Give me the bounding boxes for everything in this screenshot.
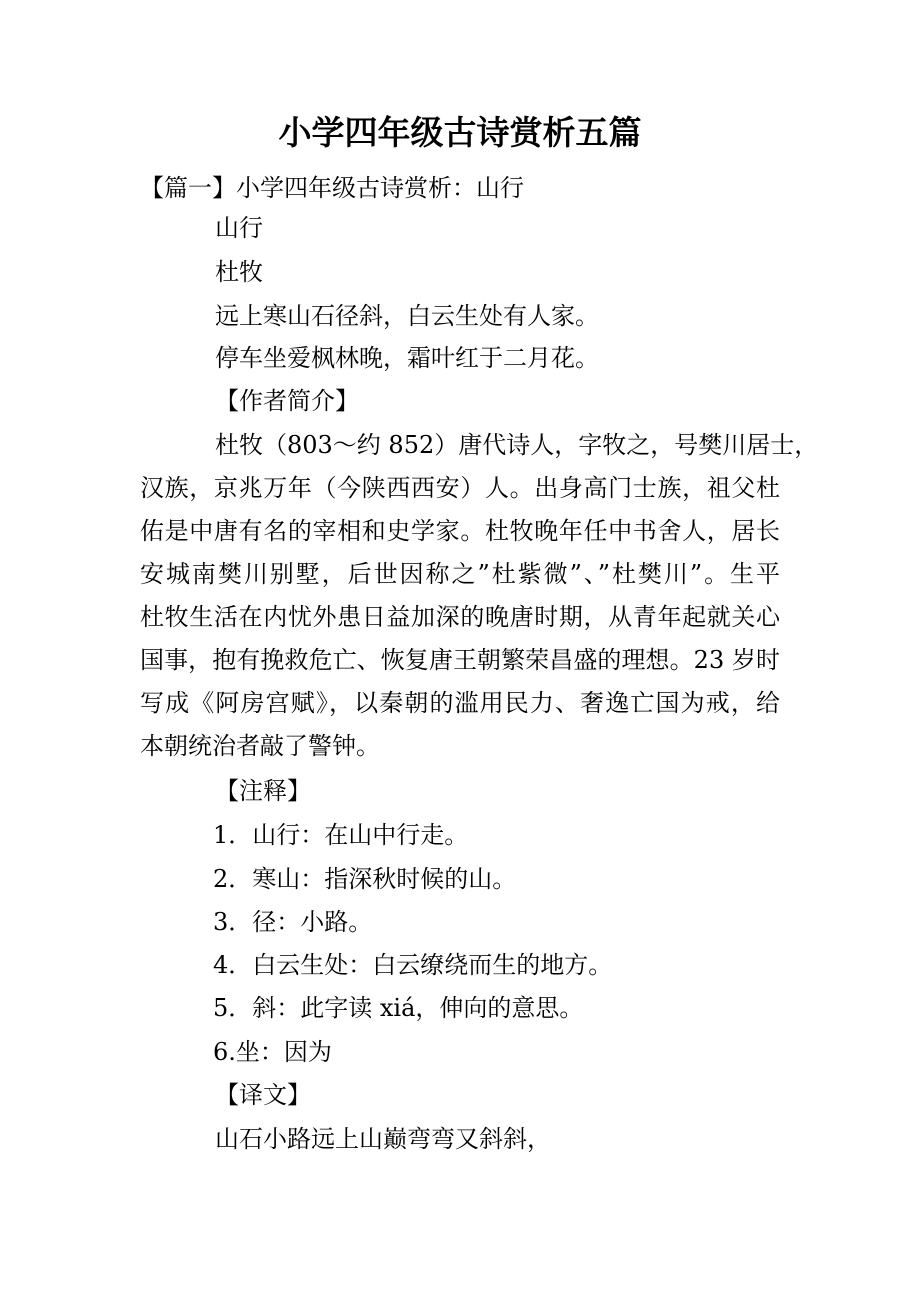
note-item: 4．白云生处：白云缭绕而生的地方。 — [213, 951, 613, 979]
note-item: 1．山行：在山中行走。 — [213, 821, 469, 849]
paragraph-line: 杜牧生活在内忧外患日益加深的晚唐时期，从青年起就关心 — [140, 603, 780, 631]
note-item: 2．寒山：指深秋时候的山。 — [213, 865, 517, 893]
paragraph-line: 安城南樊川别墅，后世因称之”杜紫微”、”杜樊川”。生平 — [140, 560, 780, 588]
paragraph-line: 国事，抱有挽救危亡、恢复唐王朝繁荣昌盛的理想。23 岁时 — [140, 646, 780, 674]
poem-title: 山行 — [215, 214, 263, 242]
paragraph-line: 佑是中唐有名的宰相和史学家。杜牧晚年任中书舍人，居长 — [140, 517, 780, 545]
paragraph-line: 本朝统治者敲了警钟。 — [140, 732, 380, 760]
section-heading: 【篇一】小学四年级古诗赏析：山行 — [140, 174, 524, 202]
paragraph-line: 汉族，京兆万年（今陕西西安）人。出身高门士族，祖父杜 — [140, 474, 780, 502]
translation-heading: 【译文】 — [215, 1081, 311, 1109]
translation-line: 山石小路远上山巅弯弯又斜斜， — [215, 1125, 551, 1153]
paragraph-line: 杜牧（803～约 852）唐代诗人，字牧之，号樊川居士， — [215, 431, 819, 459]
note-item: 5．斜：此字读 xiá，伸向的意思。 — [213, 994, 584, 1022]
paragraph-line: 写成《阿房宫赋》，以秦朝的滥用民力、奢逸亡国为戒，给 — [140, 689, 780, 717]
poem-line: 停车坐爱枫林晚，霜叶红于二月花。 — [215, 344, 599, 372]
notes-heading: 【注释】 — [215, 777, 311, 805]
author-intro-heading: 【作者简介】 — [215, 387, 359, 415]
document-title: 小学四年级古诗赏析五篇 — [278, 113, 642, 152]
note-item: 6.坐：因为 — [213, 1038, 332, 1066]
note-item: 3．径：小路。 — [213, 908, 373, 936]
author-intro-paragraph — [140, 424, 819, 768]
poem-line: 远上寒山石径斜，白云生处有人家。 — [215, 302, 599, 330]
poem-author: 杜牧 — [215, 258, 263, 286]
